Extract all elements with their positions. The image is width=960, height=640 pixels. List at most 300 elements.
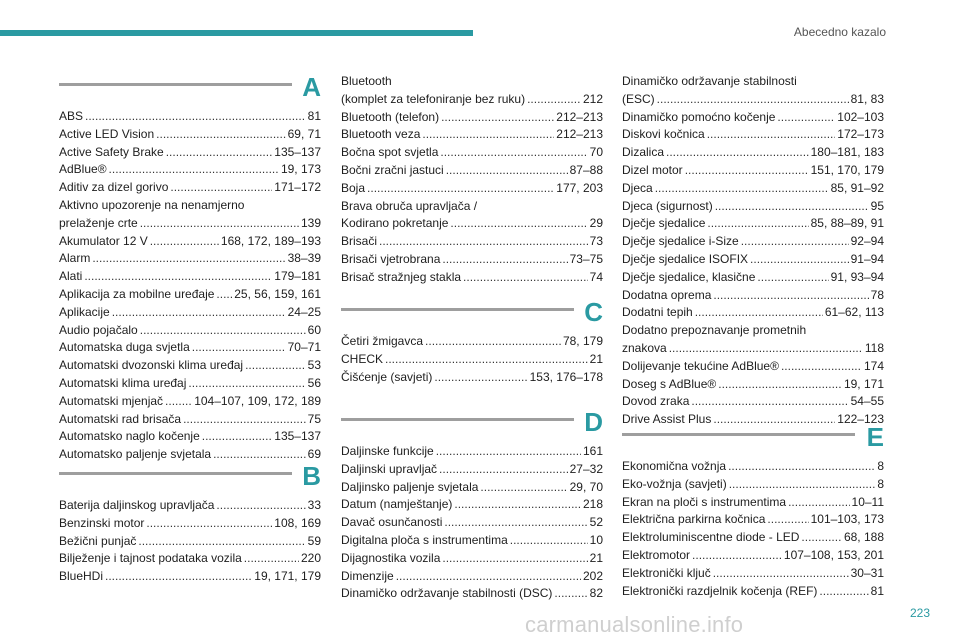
entry-pages: 27–32 xyxy=(569,461,603,476)
entry-leader-dots xyxy=(527,91,581,109)
entry-leader-dots xyxy=(245,357,306,375)
entry-label: Ekonomična vožnja xyxy=(622,459,727,473)
entry-leader-dots xyxy=(440,144,587,162)
entry-leader-dots xyxy=(213,446,306,464)
entry-pages: 30–31 xyxy=(850,565,884,580)
index-entry xyxy=(622,251,884,269)
entry-leader-dots xyxy=(105,568,252,586)
index-entry xyxy=(341,496,603,514)
index-entry xyxy=(59,357,321,375)
index-entry xyxy=(622,109,884,127)
entry-pages: 69, 71 xyxy=(287,126,321,141)
index-entry xyxy=(59,233,321,251)
entry-leader-dots xyxy=(713,565,849,583)
index-entry xyxy=(59,144,321,162)
entry-label: Automatski dvozonski klima uređaj xyxy=(59,358,244,373)
entry-pages: 212 xyxy=(582,91,603,106)
entry-pages: 202 xyxy=(582,568,603,583)
entry-label: prelaženje crte xyxy=(59,215,138,230)
entry-pages: 19, 171, 179 xyxy=(254,569,321,584)
entry-label: Bilježenje i tajnost podataka vozila xyxy=(59,551,242,566)
index-entry xyxy=(622,162,884,180)
entry-leader-dots xyxy=(554,585,587,603)
entry-leader-dots xyxy=(463,269,588,287)
entry-pages: 91, 93–94 xyxy=(830,269,884,284)
entry-leader-dots xyxy=(728,458,875,476)
entry-leader-dots xyxy=(788,494,849,512)
index-entry-list xyxy=(341,443,603,603)
entry-pages: 70–71 xyxy=(287,340,321,355)
entry-leader-dots xyxy=(396,568,581,586)
index-entry xyxy=(622,458,884,476)
index-entry xyxy=(59,268,321,286)
entry-line2 xyxy=(341,215,603,233)
entry-leader-dots xyxy=(216,286,232,304)
entry-label: Boja xyxy=(341,180,366,195)
entry-label: (ESC) xyxy=(622,91,655,106)
entry-label: Daljinski upravljač xyxy=(341,461,438,476)
entry-label: Brisači vjetrobrana xyxy=(341,251,441,266)
entry-label: Akumulator 12 V xyxy=(59,233,148,248)
entry-leader-dots xyxy=(385,351,588,369)
entry-label: Dječje sjedalice ISOFIX xyxy=(622,251,749,266)
entry-pages: 153, 176–178 xyxy=(529,369,603,384)
entry-pages: 95 xyxy=(870,198,884,213)
entry-label: Digitalna ploča s instrumentima xyxy=(341,532,508,547)
watermark: carmanualsonline.info xyxy=(525,612,744,637)
entry-leader-dots xyxy=(657,91,849,109)
entry-leader-dots xyxy=(691,393,848,411)
entry-leader-dots xyxy=(767,511,808,529)
entry-line2 xyxy=(341,91,603,109)
index-entry xyxy=(622,547,884,565)
index-entry xyxy=(59,339,321,357)
index-entry xyxy=(59,197,321,233)
index-entry xyxy=(59,108,321,126)
entry-label: Dječje sjedalice xyxy=(622,216,706,231)
entry-label: Automatski rad brisača xyxy=(59,411,182,426)
index-entry xyxy=(341,162,603,180)
index-entry xyxy=(59,497,321,515)
entry-pages: 135–137 xyxy=(274,144,321,159)
entry-leader-dots xyxy=(442,550,587,568)
entry-leader-dots xyxy=(444,514,587,532)
section-c-header xyxy=(341,297,603,333)
entry-leader-dots xyxy=(202,428,273,446)
entry-leader-dots xyxy=(138,533,305,551)
index-entry xyxy=(622,376,884,394)
entry-label: Četiri žmigavca xyxy=(341,334,424,348)
entry-pages: 73–75 xyxy=(569,251,603,266)
entry-label: Dijagnostika vozila xyxy=(341,550,441,565)
index-entry xyxy=(341,514,603,532)
entry-leader-dots xyxy=(695,304,823,322)
entry-label: Dječje sjedalice, klasične xyxy=(622,269,756,284)
entry-label: Dodatna oprema xyxy=(622,287,712,302)
section-divider xyxy=(59,83,292,86)
entry-label: Bočni zračni jastuci xyxy=(341,162,444,177)
entry-leader-dots xyxy=(109,161,279,179)
entry-label: Drive Assist Plus xyxy=(622,412,712,427)
entry-pages: 21 xyxy=(589,550,603,565)
entry-pages: 75 xyxy=(307,411,321,426)
entry-label: Brisači xyxy=(341,234,378,249)
section-divider xyxy=(341,308,574,311)
index-entry xyxy=(59,393,321,411)
entry-pages: 161 xyxy=(582,444,603,458)
index-entry-list xyxy=(622,73,884,429)
entry-pages: 10 xyxy=(589,532,603,547)
entry-label: Bluetooth veza xyxy=(341,127,421,142)
index-entry xyxy=(622,476,884,494)
section-d-continued xyxy=(622,73,884,429)
entry-label: Diskovi kočnica xyxy=(622,127,705,142)
entry-label: Bežični punjač xyxy=(59,533,137,548)
section-d-header xyxy=(341,407,603,443)
index-entry xyxy=(59,179,321,197)
index-entry xyxy=(622,511,884,529)
entry-label: Djeca (sigurnost) xyxy=(622,198,713,213)
section-divider xyxy=(59,472,292,475)
entry-label: Električna parkirna kočnica xyxy=(622,512,766,527)
entry-pages: 91–94 xyxy=(850,251,884,266)
index-entry xyxy=(622,269,884,287)
entry-pages: 122–123 xyxy=(837,412,884,427)
entry-label: Kodirano pokretanje xyxy=(341,216,449,231)
entry-label: Automatska duga svjetla xyxy=(59,340,190,355)
entry-pages: 59 xyxy=(307,533,321,548)
index-entry-list xyxy=(59,497,321,586)
index-entry xyxy=(341,550,603,568)
entry-leader-dots xyxy=(819,583,868,601)
entry-label: Aditiv za dizel gorivo xyxy=(59,180,169,195)
entry-label: CHECK xyxy=(341,351,384,366)
entry-leader-dots xyxy=(156,126,285,144)
entry-label: Elektronički ključ xyxy=(622,565,711,580)
index-entry xyxy=(341,532,603,550)
entry-leader-dots xyxy=(216,497,305,515)
section-divider xyxy=(622,433,855,436)
entry-pages: 61–62, 113 xyxy=(824,305,884,320)
entry-pages: 118 xyxy=(864,340,884,355)
entry-label: Dječje sjedalice i-Size xyxy=(622,234,739,249)
entry-pages: 107–108, 153, 201 xyxy=(783,547,884,562)
entry-pages: 218 xyxy=(582,497,603,512)
entry-pages: 8 xyxy=(877,476,884,491)
index-entry xyxy=(622,287,884,305)
section-a-header xyxy=(59,72,321,108)
entry-pages: 212–213 xyxy=(556,127,603,142)
entry-label: Eko-vožnja (savjeti) xyxy=(622,476,727,491)
entry-pages: 21 xyxy=(589,351,603,366)
index-entry-list xyxy=(59,108,321,464)
entry-pages: 78 xyxy=(870,287,884,302)
index-entry xyxy=(622,304,884,322)
index-entry xyxy=(59,286,321,304)
entry-pages: 56 xyxy=(307,375,321,390)
entry-label-line1: Bluetooth xyxy=(341,74,392,88)
entry-label: Datum (namještanje) xyxy=(341,497,453,512)
entry-leader-dots xyxy=(183,411,306,429)
entry-leader-dots xyxy=(741,233,849,251)
entry-pages: 74 xyxy=(589,269,603,284)
index-entry xyxy=(622,126,884,144)
entry-pages: 135–137 xyxy=(274,429,321,444)
entry-leader-dots xyxy=(92,250,285,268)
entry-pages: 172–173 xyxy=(837,127,884,142)
entry-label: Brisač stražnjeg stakla xyxy=(341,269,462,284)
index-entry xyxy=(59,411,321,429)
entry-pages: 33 xyxy=(307,498,321,512)
entry-label: Dizalica xyxy=(622,145,665,160)
entry-pages: 81 xyxy=(870,583,884,598)
index-entry xyxy=(341,568,603,586)
entry-label: Alati xyxy=(59,269,83,284)
entry-label: znakova xyxy=(622,340,667,355)
index-entry xyxy=(341,180,603,198)
entry-leader-dots xyxy=(666,144,809,162)
entry-leader-dots xyxy=(729,476,876,494)
section-letter: C xyxy=(584,297,603,327)
entry-pages: 52 xyxy=(589,515,603,530)
entry-pages: 171–172 xyxy=(274,180,321,195)
index-entry xyxy=(341,73,603,109)
entry-leader-dots xyxy=(192,339,286,357)
index-entry xyxy=(341,479,603,497)
index-entry xyxy=(341,109,603,127)
entry-leader-dots xyxy=(781,358,862,376)
section-d xyxy=(341,407,603,603)
entry-label: Automatsko naglo kočenje xyxy=(59,429,200,444)
entry-pages: 108, 169 xyxy=(274,515,321,530)
index-entry xyxy=(59,250,321,268)
entry-leader-dots xyxy=(454,496,581,514)
index-entry xyxy=(341,333,603,351)
entry-label: Bočna spot svjetla xyxy=(341,145,439,160)
entry-leader-dots xyxy=(436,443,581,461)
entry-leader-dots xyxy=(434,369,527,387)
entry-pages: 19, 173 xyxy=(280,162,321,177)
index-entry xyxy=(59,568,321,586)
entry-label-line1: Aktivno upozorenje na nenamjerno xyxy=(59,197,245,212)
entry-leader-dots xyxy=(777,109,835,127)
entry-pages: 69 xyxy=(307,447,321,462)
entry-leader-dots xyxy=(367,180,554,198)
entry-label: Elektromotor xyxy=(622,547,691,562)
section-letter: A xyxy=(302,72,321,102)
entry-leader-dots xyxy=(150,233,219,251)
entry-leader-dots xyxy=(146,515,272,533)
entry-label: Alarm xyxy=(59,251,91,266)
entry-label: Automatski klima uređaj xyxy=(59,375,187,390)
section-c xyxy=(341,297,603,386)
entry-pages: 81, 83 xyxy=(850,91,884,106)
entry-leader-dots xyxy=(422,126,554,144)
entry-label: Aplikacija za mobilne uređaje xyxy=(59,286,215,301)
entry-pages: 85, 88–89, 91 xyxy=(810,216,884,231)
entry-pages: 60 xyxy=(307,322,321,337)
entry-leader-dots xyxy=(441,109,554,127)
index-entry xyxy=(622,215,884,233)
entry-label: Elektroluminiscentne diode - LED xyxy=(622,530,800,545)
entry-label: Active LED Vision xyxy=(59,126,155,141)
entry-pages: 8 xyxy=(877,459,884,473)
entry-label: Baterija daljinskog upravljača xyxy=(59,498,215,512)
section-letter: E xyxy=(866,422,884,452)
index-entry xyxy=(59,161,321,179)
index-entry xyxy=(341,351,603,369)
index-entry xyxy=(341,585,603,603)
entry-label: Automatski mjenjač xyxy=(59,393,164,408)
entry-leader-dots xyxy=(801,529,842,547)
entry-leader-dots xyxy=(707,215,808,233)
entry-leader-dots xyxy=(655,180,829,198)
entry-leader-dots xyxy=(750,251,849,269)
section-b-header xyxy=(59,461,321,497)
entry-label-line1: Dodatno prepoznavanje prometnih xyxy=(622,323,807,338)
entry-pages: 81 xyxy=(307,109,321,123)
index-entry xyxy=(622,494,884,512)
entry-leader-dots xyxy=(166,144,273,162)
section-b-continued xyxy=(341,73,603,287)
entry-leader-dots xyxy=(510,532,588,550)
index-entry xyxy=(59,446,321,464)
index-entry xyxy=(622,180,884,198)
entry-pages: 78, 179 xyxy=(562,334,603,348)
entry-label: Dodatni tepih xyxy=(622,305,693,320)
entry-line2 xyxy=(59,215,321,233)
entry-label: Dovod zraka xyxy=(622,394,690,409)
entry-leader-dots xyxy=(480,479,567,497)
index-entry xyxy=(622,393,884,411)
index-entry xyxy=(59,428,321,446)
entry-leader-dots xyxy=(379,233,588,251)
entry-leader-dots xyxy=(112,304,286,322)
entry-pages: 212–213 xyxy=(556,109,603,124)
index-entry xyxy=(622,358,884,376)
index-entry xyxy=(341,461,603,479)
entry-label: Aplikacije xyxy=(59,304,110,319)
entry-leader-dots xyxy=(140,215,299,233)
section-letter: B xyxy=(302,461,321,491)
entry-pages: 174 xyxy=(863,358,884,373)
entry-label: Dinamičko održavanje stabilnosti (DSC) xyxy=(341,586,553,601)
entry-leader-dots xyxy=(450,215,587,233)
index-entry-list xyxy=(341,73,603,287)
entry-leader-dots xyxy=(718,376,842,394)
entry-label: Davač osunčanosti xyxy=(341,515,443,530)
entry-pages: 220 xyxy=(300,551,321,566)
entry-leader-dots xyxy=(446,162,568,180)
entry-label: Elektronički razdjelnik kočenja (REF) xyxy=(622,583,818,598)
entry-pages: 179–181 xyxy=(274,269,321,284)
index-entry xyxy=(341,233,603,251)
index-entry xyxy=(341,126,603,144)
index-entry xyxy=(341,369,603,387)
entry-pages: 85, 91–92 xyxy=(830,180,884,195)
index-entry xyxy=(341,198,603,234)
entry-label: BlueHDi xyxy=(59,569,104,584)
entry-pages: 151, 170, 179 xyxy=(810,162,884,177)
section-divider xyxy=(341,418,574,421)
entry-label: Dolijevanje tekućine AdBlue® xyxy=(622,358,779,373)
entry-pages: 177, 203 xyxy=(556,180,603,195)
entry-label: Daljinsko paljenje svjetala xyxy=(341,479,479,494)
section-b xyxy=(59,461,321,586)
entry-label: Dinamičko pomoćno kočenje xyxy=(622,109,776,124)
entry-leader-dots xyxy=(669,340,863,358)
index-entry xyxy=(341,443,603,461)
entry-pages: 25, 56, 159, 161 xyxy=(234,286,321,301)
index-entry xyxy=(622,322,884,358)
index-entry xyxy=(341,251,603,269)
entry-leader-dots xyxy=(170,179,272,197)
index-entry-list xyxy=(341,333,603,386)
entry-leader-dots xyxy=(685,162,809,180)
index-entry xyxy=(622,583,884,601)
index-entry xyxy=(622,565,884,583)
entry-label: Dimenzije xyxy=(341,568,394,583)
entry-label: ABS xyxy=(59,109,84,123)
page-number: 223 xyxy=(909,606,930,620)
entry-leader-dots xyxy=(84,268,272,286)
entry-leader-dots xyxy=(165,393,192,411)
page-header-title: Abecedno kazalo xyxy=(793,25,886,39)
entry-leader-dots xyxy=(707,126,836,144)
entry-pages: 101–103, 173 xyxy=(810,512,884,527)
entry-line2 xyxy=(622,340,884,358)
entry-label: Bluetooth (telefon) xyxy=(341,109,440,124)
entry-label: Active Safety Brake xyxy=(59,144,164,159)
entry-label: Doseg s AdBlue® xyxy=(622,376,717,391)
index-entry xyxy=(341,144,603,162)
entry-pages: 70 xyxy=(589,145,603,160)
entry-label: Čišćenje (savjeti) xyxy=(341,369,433,384)
entry-label: Djeca xyxy=(622,180,653,195)
entry-line2 xyxy=(622,91,884,109)
entry-leader-dots xyxy=(85,108,306,126)
index-entry xyxy=(622,73,884,109)
entry-label: AdBlue® xyxy=(59,162,107,177)
entry-pages: 29 xyxy=(589,216,603,231)
entry-leader-dots xyxy=(692,547,782,565)
entry-label: Daljinske funkcije xyxy=(341,444,434,458)
entry-pages: 168, 172, 189–193 xyxy=(220,233,321,248)
index-entry xyxy=(341,269,603,287)
entry-leader-dots xyxy=(757,269,828,287)
index-entry xyxy=(59,533,321,551)
entry-pages: 19, 171 xyxy=(843,376,884,391)
entry-pages: 29, 70 xyxy=(569,479,603,494)
entry-leader-dots xyxy=(442,251,567,269)
entry-pages: 68, 188 xyxy=(843,530,884,545)
index-entry xyxy=(622,198,884,216)
entry-pages: 53 xyxy=(307,358,321,373)
entry-label: (komplet za telefoniranje bez ruku) xyxy=(341,91,526,106)
index-entry xyxy=(622,529,884,547)
entry-pages: 104–107, 109, 172, 189 xyxy=(194,393,321,408)
index-entry xyxy=(59,375,321,393)
index-entry xyxy=(59,322,321,340)
entry-pages: 87–88 xyxy=(569,162,603,177)
section-e-header xyxy=(622,422,884,458)
index-entry xyxy=(59,550,321,568)
entry-label-line1: Brava obruča upravljača / xyxy=(341,198,478,213)
index-entry xyxy=(59,126,321,144)
entry-pages: 54–55 xyxy=(850,394,884,409)
entry-leader-dots xyxy=(425,333,561,351)
index-entry xyxy=(59,515,321,533)
